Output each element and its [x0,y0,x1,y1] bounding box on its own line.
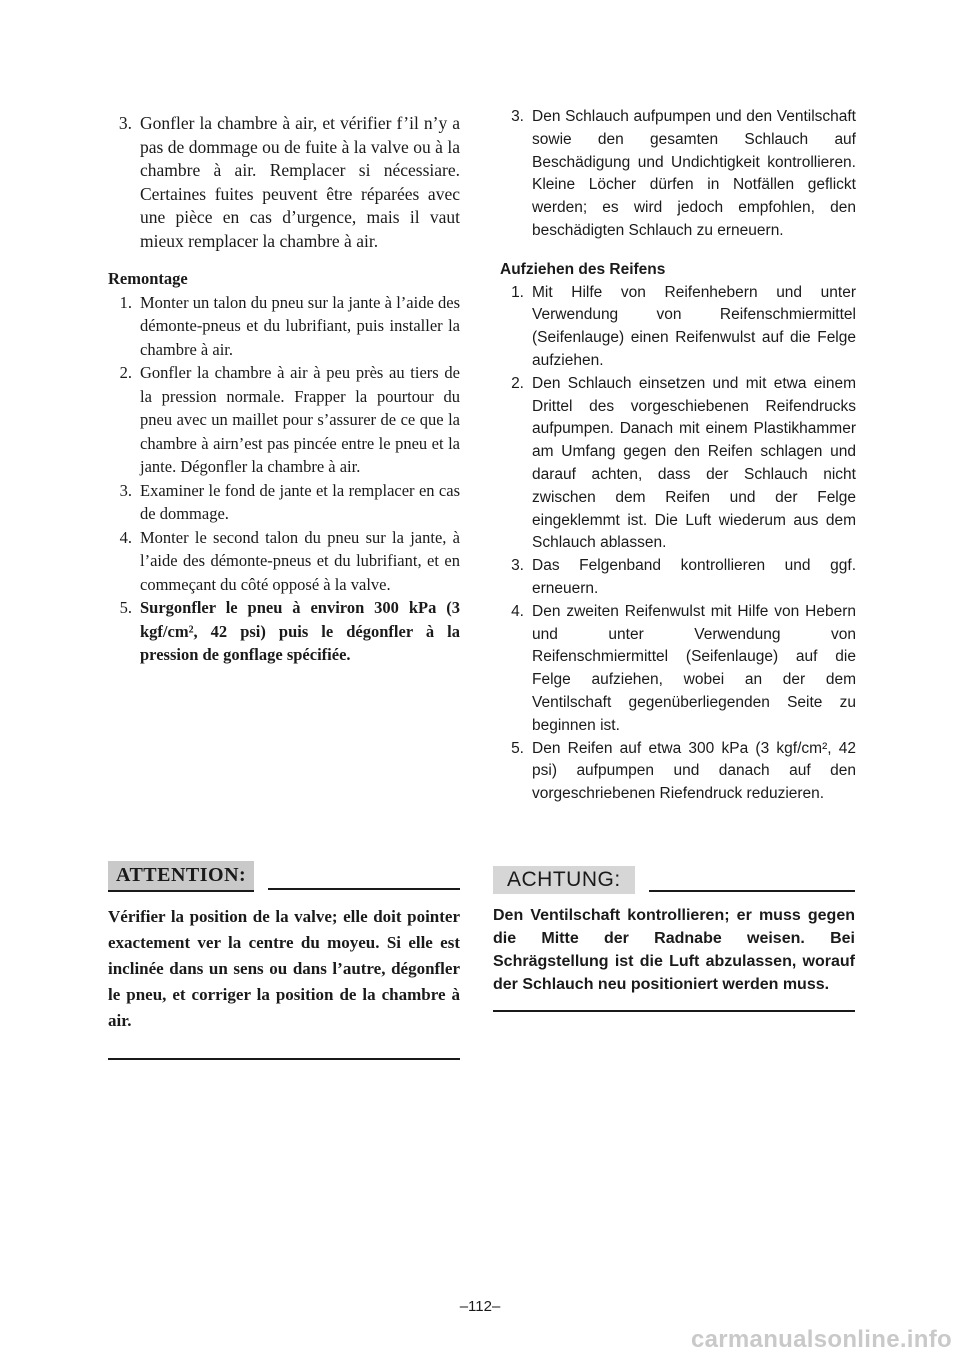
step-number: 4. [511,602,524,620]
german-caution-box [493,862,855,1012]
french-caution-box [108,860,460,1060]
german-section-title: Aufziehen des Reifens [500,260,666,278]
step-number: 2. [119,363,132,382]
caution-text: Vérifier la position de la valve; elle doit pointer exactement ver la centre du moyeu. Si elle est inclinée dans un sens ou dans l’autre, dégonfler le pneu, et corriger la position de la chambre à air. [108,907,460,1030]
german-step [500,738,856,806]
german-step [500,555,856,601]
german-step-3-inflate [500,106,856,243]
french-step [108,526,460,597]
french-step [108,291,460,362]
step-text: Gonfler la chambre à air à peu près au tiers de la pression normale. Frapper la pourtour du pneu avec un maillet pour s’assurer de ce que la chambre à airn’est pas pincée entre le pneu et la jante. Dégonfler la chambre à air. [140,363,460,476]
step-number: 3. [511,557,524,575]
step-text: Gonfler la chambre à air, et vérifier f’il n’y a pas de dommage ou de fuite à la valve ou à la chambre à air. Remplacer si nécessiare. Certaines fuites peuvent être réparées avec une pièce en cas d’urgence, mais il vaut mieux remplacer la chambre à air. [140,113,460,251]
step-text: Mit Hilfe von Reifenhebern und unter Verwendung von Reifenschmiermittel (Seifenlauge) einen Reifenwulst auf die Felge aufziehen. [532,283,856,369]
step-number: 1. [119,292,132,312]
caution-label: ACHTUNG: [493,866,635,894]
caution-text: Den Ventilschaft kontrollieren; er muss gegen die Mitte der Radnabe weisen. Bei Schrägstellung ist die Luft abzulassen, worauf der Schlauch neu positioniert werden muss. [493,907,855,993]
french-step [108,361,460,479]
step-text: Den zweiten Reifenwulst mit Hilfe von Hebern und unter Verwendung von Reifenschmiermittel (Seifenlauge) auf die Felge aufziehen, wobei an der dem Ventilschaft gegenüberliegenden Seite zu beginnen ist. [532,602,856,734]
french-step [108,596,460,667]
step-text: Examiner le fond de jante et la remplacer en cas de dommage. [140,480,460,523]
french-step [108,479,460,526]
caution-header-rule [649,890,855,892]
caution-header [108,860,460,892]
step-text: Den Reifen auf etwa 300 kPa (3 kgf/cm², 42 psi) aufpumpen und danach auf den vorgeschriebenen Riefendruck reduzieren. [532,739,856,803]
step-text: Surgonfler le pneu à environ 300 kPa (3 kgf/cm², 42 psi) puis le dégonfler à la pression de gonflage spécifiée. [140,598,460,664]
step-number: 5. [119,598,132,617]
step-number: 4. [119,527,132,547]
step-number: 3. [119,480,132,500]
step-number: 3. [511,108,524,125]
step-text: Monter le second talon du pneu sur la jante, à l’aide des démonte-pneus et du lubrifiant, et en commeçant du côté opposé à la valve. [140,527,460,594]
german-step [500,601,856,738]
caution-label: ATTENTION: [108,861,254,892]
step-number: 3. [118,113,132,133]
watermark: carmanualsonline.info [690,1326,952,1353]
step-text: Den Schlauch einsetzen und mit etwa einem Drittel des vorgeschiebenen Reifendrucks aufpumpen. Danach mit einem Plastikhammer am Umfang gegen den Reifen schlagen und darauf achten, dass der Schlauch nicht zwischen dem Reifen und der Felge eingeklemmt ist. Die Luft wiederum aus dem Schlauch ablassen. [532,374,856,552]
french-step-3-inflate [108,112,460,253]
step-text: Das Felgenband kontrollieren und ggf. erneuern. [532,557,856,597]
step-number: 1. [511,283,524,301]
german-step [500,282,856,373]
french-section-title: Remontage [108,269,188,288]
caution-bottom-rule [493,1010,855,1012]
french-column [108,112,460,667]
german-column [500,106,856,806]
caution-header-rule [268,888,460,890]
step-number: 2. [511,374,524,392]
page-number: –112– [459,1298,501,1315]
step-number: 5. [511,739,524,757]
step-text: Den Schlauch aufpumpen und den Ventilschaft sowie den gesamten Schlauch auf Beschädigung und Undichtigkeit kontrollieren. Kleine Löcher dürfen in Notfällen geflickt werden; es wird jedoch empfohlen, den beschädigten Schlauch zu erneuern. [532,108,856,239]
german-step [500,373,856,555]
step-text: Monter un talon du pneu sur la jante à l’aide des démonte-pneus et du lubrifiant, puis installer la chambre à air. [140,292,460,359]
caution-header [493,862,855,894]
caution-bottom-rule [108,1058,460,1060]
